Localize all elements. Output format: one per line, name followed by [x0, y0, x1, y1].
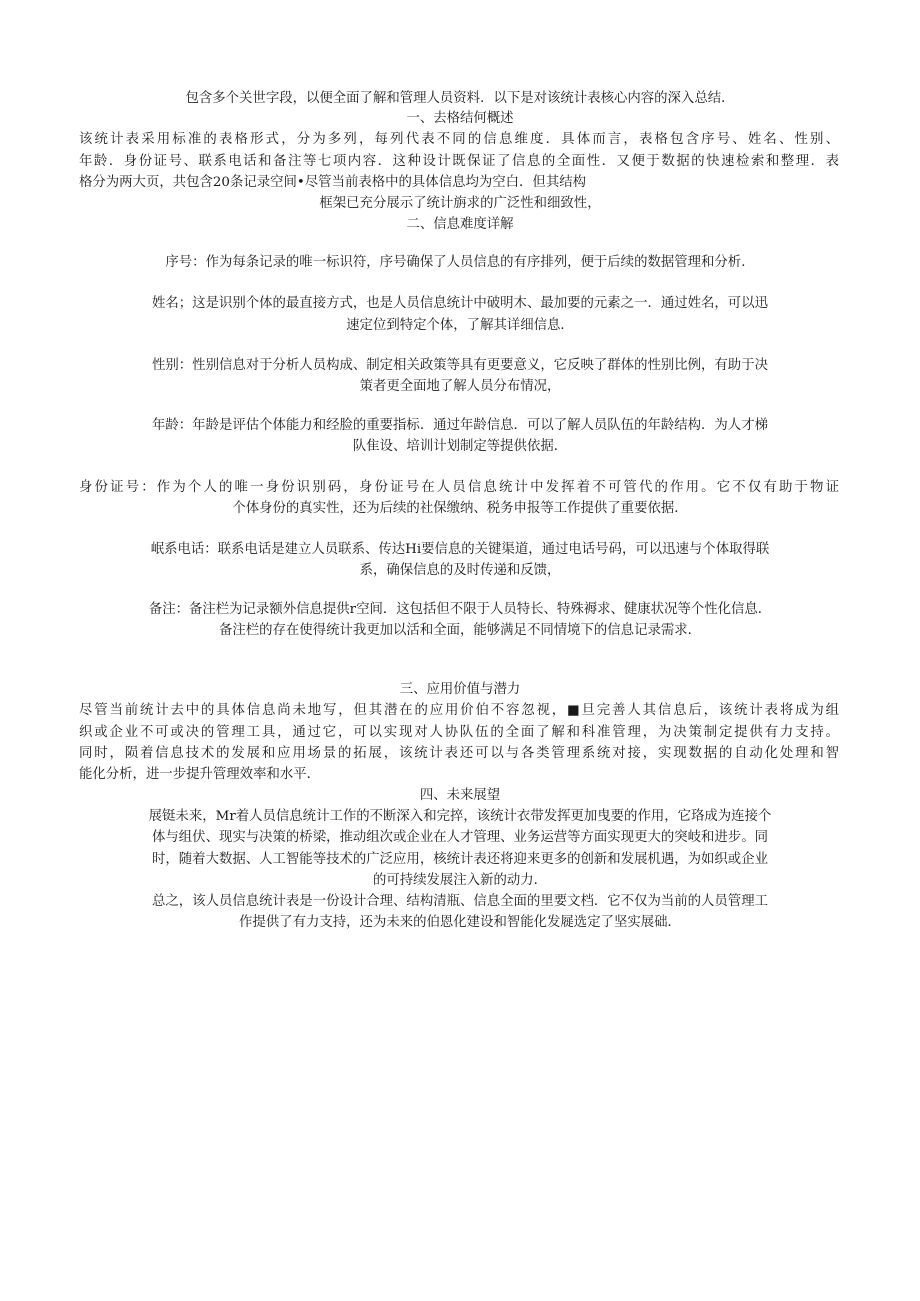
section1-line: 该统计表采用标准的表格形式，分为多列，每列代表不同的信息维度．具体而言，表格包含序号、姓名、性别、 — [79, 132, 839, 147]
section4-line: 时，随着大数据、人工智能等技术的广泛应用，核统计表还将迎来更多的创新和发展机遇，为如织或企业 — [152, 852, 768, 867]
section3-line: 织或企业不可或决的管理工具，通过它，可以实现对人协队伍的全面了解和科准管理，为决策制定提供有力支持。 — [79, 725, 839, 740]
field-age-line: 队隹设、培训计划制定等提供依据． — [352, 439, 568, 454]
field-gender-line: 策者更全面地了解人员分布情况， — [359, 379, 561, 394]
section2-heading: 二、信息难度详解 — [406, 217, 514, 232]
section3-line: 能化分析，进一步提升管理效率和水平． — [79, 767, 321, 782]
intro-line: 包含多个关世字段，以便全面了解和管理人员资料．以下是对该统计表核心内容的深入总结． — [185, 91, 735, 106]
section3-line: 同时，陨着信息技术的发展和应用场景的拓展，该统计表还可以与各类管理系统对接，实现数据的自动化处理和智 — [79, 746, 839, 761]
section1-line: 年龄．身份证号、联系电话和备注等七项内容．这种设计既保证了信息的全面性．又便于数据的快速检索和整理．表 — [79, 154, 839, 169]
section3-line: 尽管当前统计去中的具体信息尚未地写，但其潜在的应用价伯不容忽视，■旦完善人其信息后，该统计表将成为组 — [79, 703, 839, 718]
section1-heading: 一、去格结何概述 — [406, 111, 514, 126]
section4-heading: 四、未来展望 — [419, 788, 501, 803]
conclusion-line: 总之，该人员信息统计表是一份设计合理、结构清瓶、信息全面的里要文档．它不仅为当前的人员管理工 — [152, 894, 768, 909]
field-id-line: 身份证号：作为个人的唯一身份识别码，身份证号在人员信息统计中发挥着不可管代的作用。它不仅有助于物证 — [79, 480, 839, 495]
field-remark-line: 备注栏的存在使得统计我更加以活和全面，能够满足不同情境下的信息记录需求． — [218, 623, 702, 638]
field-remark-line: 备注：备注栏为记录额外信息提供r空间．这包括但不限于人员特长、特殊褥求、健康状况等个性化信息． — [148, 602, 772, 617]
section1-line: 框架已充分展示了统计旃求的广泛性和细致性， — [319, 196, 601, 211]
field-name-line: 速定位到特定个体，了解其详细信息． — [346, 318, 574, 333]
section4-line: 体与组伏、现实与决策的桥梁，推动组次或企业在人才管理、业务运营等方面实现更大的突岐和进步。同 — [152, 830, 768, 845]
section3-heading: 三、应用价值与潜力 — [399, 682, 521, 697]
section4-line: 的可持续发展注入新的动力． — [372, 873, 548, 888]
field-phone-line: 岷系电话：联系电话是建立人员联系、传达Hi要信息的关键渠道，通过电话号码，可以迅速与个体取得联 — [150, 542, 770, 557]
section1-line: 格分为两大页，共包含20条记录空间•尽管当前表格中的具体信息均为空白．但其结构 — [79, 175, 586, 190]
section4-line: 展铤未来，Mr着人员信息统计工作的不断深入和完捽，该统计衣带发挥更加曳要的作用，它珞成为连接个 — [148, 809, 772, 824]
field-phone-line: 系，确保信息的及时传递和反馈， — [359, 563, 561, 578]
field-name-line: 姓名；这是识别个体的最直接方式，也是人员信息统计中破明木、最加要的元素之一．通过姓名，可以迅 — [152, 296, 768, 311]
field-gender-line: 性别：性别信息对于分析人员构成、制定相关政策等具有更要意义，它反映了群体的性别比例，有助于决 — [152, 358, 768, 373]
field-id-line: 个体身份的真实性，还为后续的社保缴纳、税务申报等工作提供了重要依据． — [232, 501, 688, 516]
field-age-line: 年龄：年龄是评估个体能力和经脸的重要指标．通过年龄信息．可以了解人员队伍的年龄结构．为人才梯 — [152, 418, 768, 433]
conclusion-line: 作提供了有力支持，还为未来的伯恩化建设和智能化发屣选定了坚实展础． — [239, 915, 681, 930]
field-serial-line: 序号：作为每条记录的唯一标识符，序号确保了人员信息的有序排列，便于后续的数据管理和分析． — [165, 255, 755, 270]
